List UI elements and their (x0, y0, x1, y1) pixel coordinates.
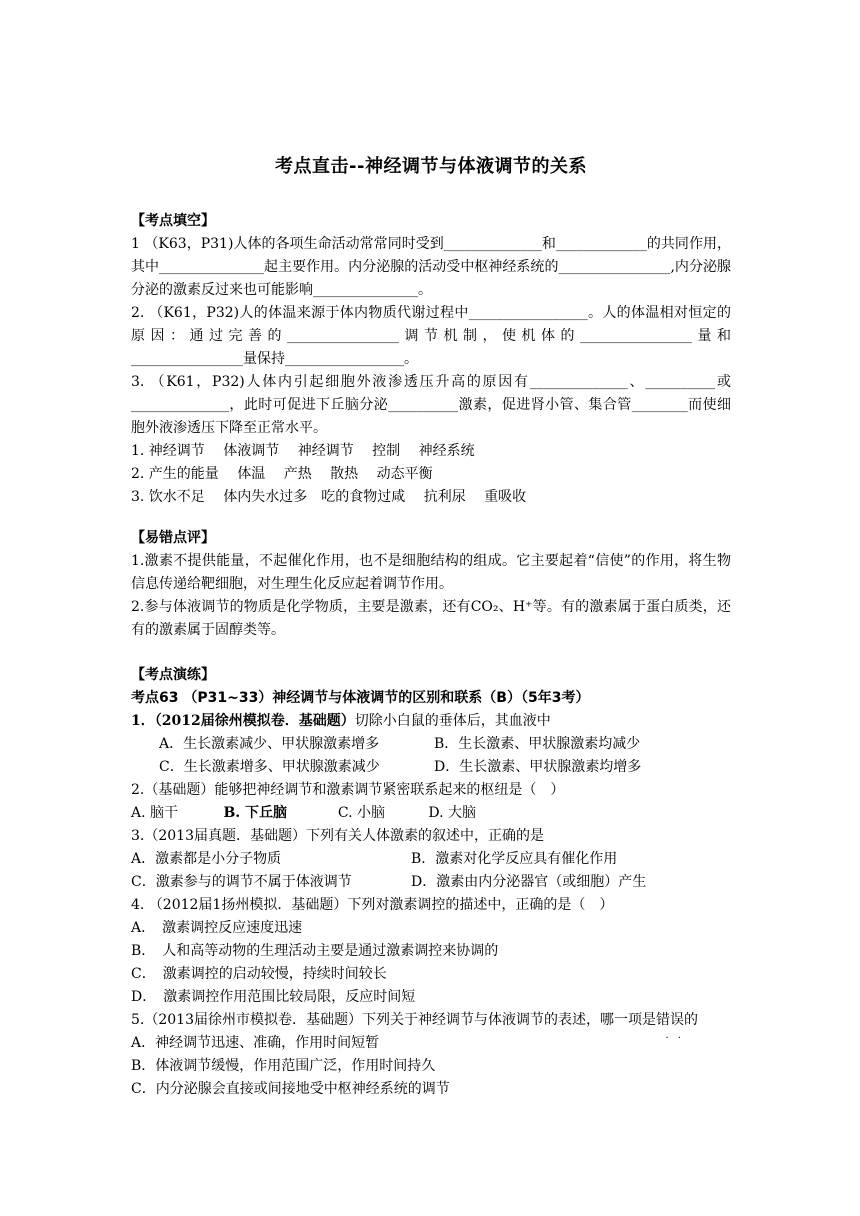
errors-section-heading: 【易错点评】 (131, 530, 215, 546)
fill-section (131, 210, 731, 509)
practice-question-3 (131, 825, 731, 894)
question-source: （2012届徐州模拟卷．基础题） (154, 713, 355, 729)
errors-point-2: 2.参与体液调节的物质是化学物质，主要是激素，还有CO₂、H⁺等。有的激素属于蛋白质类，还有的激素属于固醇类等。 (131, 599, 731, 638)
option-c: C．激素参与的调节不属于体液调节 (131, 874, 352, 890)
document-content (131, 150, 731, 1101)
fill-question-1: 1 （K63，P31)人体的各项生命活动常常同时受到______________和_____________的共同作用，其中_______________起主要作用。内分泌腺的活动受中枢神经系统的________________,内分泌腺分泌的激素反过来也可能影响_______________。 (131, 236, 731, 298)
practice-topic: 考点63 （P31~33）神经调节与体液调节的区别和联系（B）（5年3考） (131, 690, 590, 706)
question-stem: 2.（基础题）能够把神经调节和激素调节紧密联系起来的枢纽是（ ） (131, 782, 565, 798)
practice-question-5 (131, 1009, 731, 1101)
option-d: D．生长激素、甲状腺激素均增多 (434, 759, 642, 775)
fill-section-heading: 【考点填空】 (131, 213, 215, 229)
option-a: A. 脑干 (131, 805, 179, 821)
page-title: 考点直击--神经调节与体液调节的关系 (275, 156, 587, 177)
option-a: A．激素都是小分子物质 (131, 851, 282, 867)
errors-point-1: 1.激素不提供能量，不起催化作用，也不是细胞结构的组成。它主要起着“信使”的作用，将生物信息传递给靶细胞，对生理生化反应起着调节作用。 (131, 553, 731, 592)
option-b: B． 人和高等动物的生理活动主要是通过激素调控来协调的 (131, 943, 499, 959)
question-stem-end: 的 (683, 1012, 698, 1028)
fill-question-2: 2. （K61，P32)人的体温来源于体内物质代谢过程中_________________。人的体温相对恒定的原因：通过完善的________________调节机制，使机体的________________量和________________量保持_________________。 (131, 305, 731, 367)
fill-question-3: 3. （K61，P32)人体内引起细胞外液渗透压升高的原因有______________、__________或______________，此时可促进下丘脑分泌__________激素，促进肾小管、集合管________而使细胞外液渗透压下降至正常水平。 (131, 374, 731, 436)
practice-question-4 (131, 894, 731, 1009)
option-b: B. 下丘脑 (223, 805, 288, 821)
option-b: B．生长激素、甲状腺激素均减少 (434, 736, 641, 752)
practice-section-heading: 【考点演练】 (131, 667, 215, 683)
practice-question-1 (131, 710, 731, 779)
option-b: B．体液调节缓慢，作用范围广泛，作用时间持久 (131, 1058, 436, 1074)
question-stem: 4. （2012届1扬州模拟．基础题）下列对激素调控的描述中，正确的是（ ） (131, 897, 614, 913)
option-c: C．内分泌腺会直接或间接地受中枢神经系统的调节 (131, 1081, 450, 1097)
question-number: 1． (131, 713, 155, 729)
practice-question-2 (131, 779, 731, 825)
option-d: D． 激素调控作用范围比较局限，反应时间短 (131, 989, 416, 1005)
question-stem: 5.（2013届徐州市模拟卷．基础题）下列关于神经调节与体液调节的表述，哪一项是 (131, 1012, 656, 1028)
fill-answer-2: 2. 产生的能量 体温 产热 散热 动态平衡 (131, 466, 433, 482)
question-stem: 切除小白鼠的垂体后，其血液中 (354, 713, 551, 729)
option-d: D. 大脑 (428, 805, 476, 821)
option-b: B．激素对化学反应具有催化作用 (411, 851, 618, 867)
errors-section (131, 527, 731, 642)
question-stem: 3.（2013届真题．基础题）下列有关人体激素的叙述中，正确的是 (131, 828, 544, 844)
fill-answer-1: 1. 神经调节 体液调节 神经调节 控制 神经系统 (131, 443, 475, 459)
practice-section (131, 664, 731, 1101)
option-c: C． 激素调控的启动较慢，持续时间较长 (131, 966, 387, 982)
option-a: A．神经调节迅速、准确，作用时间短暂 (131, 1035, 380, 1051)
option-a: A． 激素调控反应速度迅速 (131, 920, 303, 936)
emphasis-word: 错误 · · (656, 1012, 684, 1028)
option-c: C. 小脑 (337, 805, 386, 821)
option-c: C．生长激素增多、甲状腺激素减少 (159, 759, 380, 775)
fill-answer-3: 3. 饮水不足 体内失水过多 吃的食物过咸 抗利尿 重吸收 (131, 489, 527, 505)
option-d: D．激素由内分泌器官（或细胞）产生 (411, 874, 647, 890)
option-a: A．生长激素减少、甲状腺激素增多 (159, 736, 380, 752)
